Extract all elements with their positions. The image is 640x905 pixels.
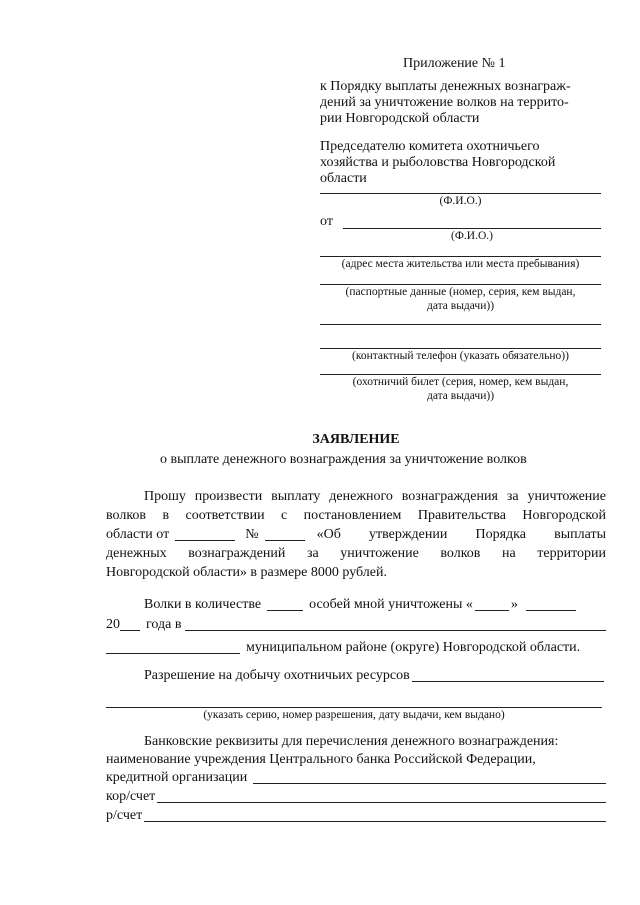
hunting-license-line[interactable] bbox=[320, 374, 601, 375]
permit-label: Разрешение на добычу охотничьих ресурсов bbox=[144, 668, 410, 683]
appendix-title: Приложение № 1 bbox=[403, 56, 506, 71]
para1-line-5: Новгородской области» в размере 8000 рублей. bbox=[106, 565, 387, 580]
hunting-license-caption-2: дата выдачи)) bbox=[426, 390, 495, 402]
wolves-line bbox=[144, 597, 576, 613]
permit-line bbox=[144, 668, 604, 684]
credit-org-field[interactable] bbox=[253, 771, 606, 784]
credit-org-label: кредитной организации bbox=[106, 770, 248, 785]
district-line bbox=[106, 640, 606, 656]
date-from-label: области от bbox=[106, 527, 170, 542]
rs-account-label: р/счет bbox=[106, 808, 143, 823]
wolves-count-label: Волки в количестве bbox=[144, 597, 262, 612]
fio-caption-2: (Ф.И.О.) bbox=[451, 230, 493, 242]
phone-line[interactable] bbox=[320, 348, 601, 349]
procedure-reference-line-1: к Порядку выплаты денежных вознаграж- bbox=[320, 79, 571, 94]
document-title: ЗАЯВЛЕНИЕ bbox=[312, 432, 400, 447]
passport-line[interactable] bbox=[320, 284, 601, 285]
fio-caption-1: (Ф.И.О.) bbox=[439, 195, 482, 207]
year-suffix: года в bbox=[146, 617, 182, 632]
rs-account-line bbox=[106, 808, 606, 824]
permit-caption: (указать серию, номер разрешения, дату выдачи, кем выдано) bbox=[203, 709, 505, 721]
kor-account-line bbox=[106, 789, 606, 805]
addressee-line-1: Председателю комитета охотничьего bbox=[320, 139, 540, 154]
permit-details-line[interactable] bbox=[106, 707, 602, 708]
phone-caption: (контактный телефон (указать обязательно)) bbox=[352, 350, 569, 362]
district-field[interactable] bbox=[106, 641, 240, 654]
year-line bbox=[106, 617, 606, 633]
fio-line-1[interactable] bbox=[320, 193, 601, 194]
quote-close: » bbox=[510, 597, 518, 612]
destroy-day-field[interactable] bbox=[475, 598, 509, 611]
procedure-reference-line-3: рии Новгородской области bbox=[320, 111, 480, 126]
credit-org-line bbox=[106, 770, 606, 786]
para1-line-3 bbox=[106, 527, 606, 543]
kor-account-label: кор/счет bbox=[106, 789, 156, 804]
para1-line-4: денежных вознаграждений за уничтожение волков на территории bbox=[106, 546, 606, 561]
para1-line-1: Прошу произвести выплату денежного вознаграждения за уничтожение bbox=[144, 489, 606, 504]
wolves-count-field[interactable] bbox=[267, 598, 303, 611]
decree-number-label: № bbox=[245, 527, 259, 542]
decree-number-field[interactable] bbox=[265, 528, 305, 541]
decree-title-part: «Об утверждении Порядка выплаты bbox=[316, 527, 606, 542]
year-field[interactable] bbox=[120, 618, 140, 631]
passport-caption-1: (паспортные данные (номер, серия, кем выдан, bbox=[345, 286, 576, 298]
kor-account-field[interactable] bbox=[157, 790, 606, 803]
procedure-reference-line-2: дений за уничтожение волков на террито- bbox=[320, 95, 569, 110]
district-text: муниципальном районе (округе) Новгородской области. bbox=[246, 640, 581, 655]
wolves-destroyed-label: особей мной уничтожены « bbox=[309, 597, 473, 612]
rs-account-field[interactable] bbox=[144, 809, 606, 822]
fio-line-2[interactable] bbox=[343, 228, 601, 229]
year-prefix: 20 bbox=[106, 617, 120, 632]
addressee-line-3: области bbox=[320, 171, 367, 186]
location-field[interactable] bbox=[185, 618, 606, 631]
address-caption: (адрес места жительства или места пребывания) bbox=[341, 258, 580, 270]
permit-field[interactable] bbox=[412, 669, 604, 682]
bank-details-line-1: Банковские реквизиты для перечисления денежного вознаграждения: bbox=[144, 734, 559, 749]
from-label: от bbox=[320, 214, 333, 229]
decree-date-field[interactable] bbox=[175, 528, 235, 541]
passport-caption-2: дата выдачи)) bbox=[426, 300, 495, 312]
addressee-line-2: хозяйства и рыболовства Новгородской bbox=[320, 155, 556, 170]
passport-extra-line[interactable] bbox=[320, 324, 601, 325]
para1-line-2: волков в соответствии с постановлением Правительства Новгородской bbox=[106, 508, 606, 523]
destroy-month-field[interactable] bbox=[526, 598, 576, 611]
document-subtitle: о выплате денежного вознаграждения за уничтожение волков bbox=[160, 452, 527, 467]
address-line[interactable] bbox=[320, 256, 601, 257]
bank-details-line-2: наименование учреждения Центрального банка Российской Федерации, bbox=[106, 752, 536, 767]
hunting-license-caption-1: (охотничий билет (серия, номер, кем выдан, bbox=[352, 376, 569, 388]
